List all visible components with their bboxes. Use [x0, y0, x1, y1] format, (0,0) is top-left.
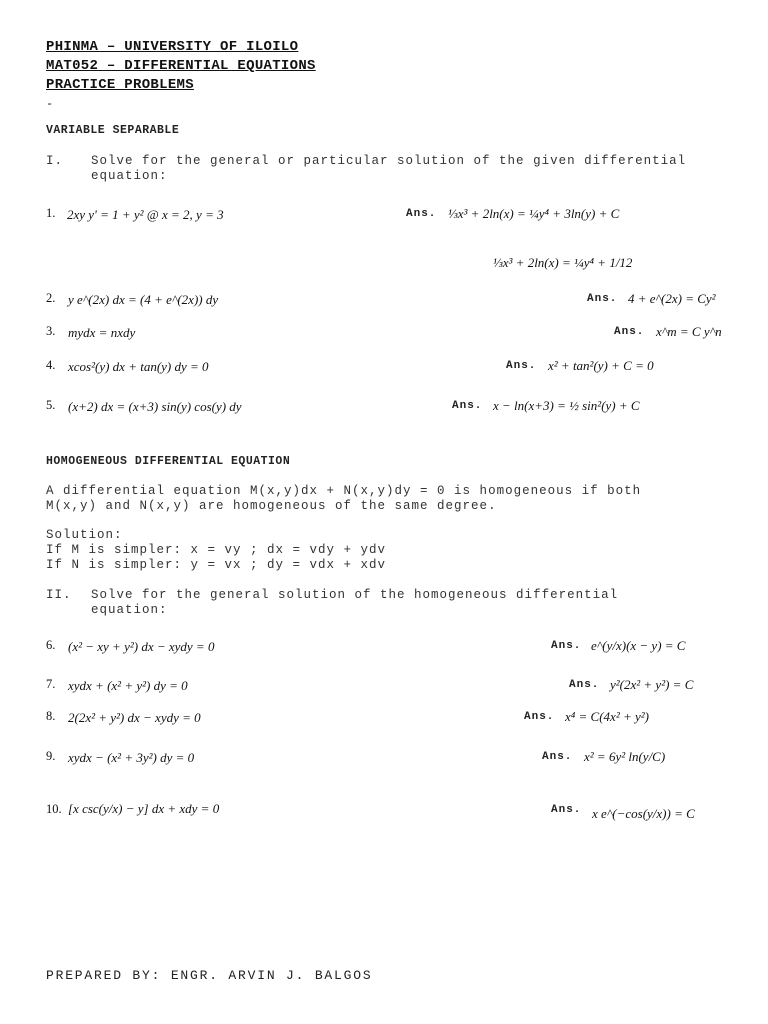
problem-answer: x² + tan²(y) + C = 0: [548, 358, 654, 373]
problem-answer: x^m = C y^n: [656, 324, 722, 339]
problem-answer: 4 + e^(2x) = Cy²: [628, 291, 716, 306]
problem-equation: y e^(2x) dx = (4 + e^(2x)) dy: [68, 292, 219, 307]
answer-label: Ans.: [551, 804, 582, 816]
instruction-line-2b: equation:: [91, 603, 168, 617]
problem-number: 9.: [46, 749, 56, 763]
answer-label: Ans.: [551, 640, 582, 652]
instruction-line-1b: equation:: [91, 169, 168, 183]
problem-equation: [x csc(y/x) − y] dx + xdy = 0: [68, 801, 220, 816]
problem-number: 10.: [46, 802, 62, 816]
problem-number: 4.: [46, 358, 56, 372]
problem-answer: x e^(−cos(y/x)) = C: [592, 806, 695, 821]
problem-number: 6.: [46, 638, 56, 652]
answer-label: Ans.: [569, 679, 600, 691]
problem-equation: mydx = nxdy: [68, 325, 136, 340]
problem-number: 1.: [46, 206, 56, 220]
answer-label: Ans.: [614, 326, 645, 338]
solution-label: Solution:: [46, 528, 123, 542]
definition-line-2: M(x,y) and N(x,y) are homogeneous of the same degree.: [46, 499, 497, 513]
footer-prepared-by: PREPARED BY: ENGR. ARVIN J. BALGOS: [46, 968, 373, 983]
answer-label: Ans.: [406, 208, 437, 220]
problem-equation: xydx − (x² + 3y²) dy = 0: [68, 750, 195, 765]
problem-answer: x − ln(x+3) = ½ sin²(y) + C: [493, 398, 640, 413]
answer-label: Ans.: [587, 293, 618, 305]
section-title-variable-separable: VARIABLE SEPARABLE: [46, 124, 180, 137]
solution-m-simpler: If M is simpler: x = vy ; dx = vdy + ydv: [46, 543, 387, 557]
problem-equation: xcos²(y) dx + tan(y) dy = 0: [68, 359, 209, 374]
problem-answer: ⅓x³ + 2ln(x) = ¼y⁴ + 3ln(y) + C: [448, 206, 620, 221]
problem-equation: (x² − xy + y²) dx − xydy = 0: [68, 639, 215, 654]
problem-number: 5.: [46, 398, 56, 412]
problem-equation: 2(2x² + y²) dx − xydy = 0: [68, 710, 201, 725]
instruction-line-2a: Solve for the general solution of the homogeneous differential: [91, 588, 619, 602]
instruction-line-1a: Solve for the general or particular solution of the given differential: [91, 154, 687, 168]
problem-number: 7.: [46, 677, 56, 691]
problem-answer: e^(y/x)(x − y) = C: [591, 638, 686, 653]
problem-equation: (x+2) dx = (x+3) sin(y) cos(y) dy: [68, 399, 242, 414]
problem-answer: y²(2x² + y²) = C: [610, 677, 694, 692]
header-line-title: PRACTICE PROBLEMS: [46, 77, 194, 93]
problem-answer: x⁴ = C(4x² + y²): [565, 709, 649, 724]
problem-equation: xydx + (x² + y²) dy = 0: [68, 678, 188, 693]
problem-equation: 2xy y' = 1 + y² @ x = 2, y = 3: [67, 207, 224, 222]
definition-line-1: A differential equation M(x,y)dx + N(x,y)dy = 0 is homogeneous if both: [46, 484, 642, 498]
problem-number: 3.: [46, 324, 56, 338]
header-line-course: MAT052 – DIFFERENTIAL EQUATIONS: [46, 58, 316, 74]
header-dash: -: [46, 97, 54, 111]
problem-number: 8.: [46, 709, 56, 723]
solution-n-simpler: If N is simpler: y = vx ; dy = vdx + xdv: [46, 558, 387, 572]
answer-label: Ans.: [542, 751, 573, 763]
answer-label: Ans.: [452, 400, 483, 412]
problem-answer-particular: ⅓x³ + 2ln(x) = ¼y⁴ + 1/12: [493, 255, 633, 270]
instruction-number-1: I.: [46, 154, 64, 168]
header-line-university: PHINMA – UNIVERSITY OF ILOILO: [46, 39, 299, 55]
section-title-homogeneous: HOMOGENEOUS DIFFERENTIAL EQUATION: [46, 455, 291, 468]
answer-label: Ans.: [524, 711, 555, 723]
problem-number: 2.: [46, 291, 56, 305]
answer-label: Ans.: [506, 360, 537, 372]
instruction-number-2: II.: [46, 588, 72, 602]
problem-answer: x² = 6y² ln(y/C): [584, 749, 666, 764]
